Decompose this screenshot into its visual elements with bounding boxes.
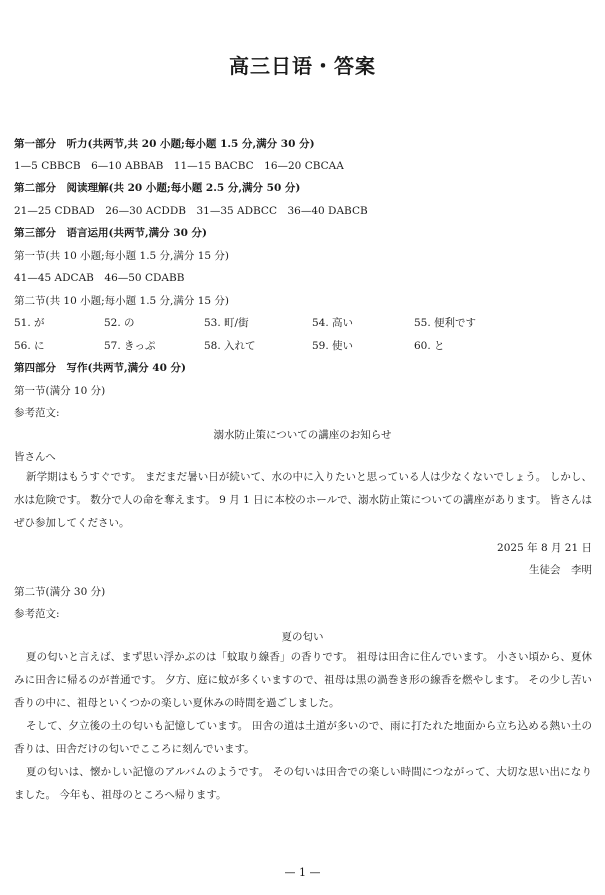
part3-section1-answers: 41—45 ADCAB 46—50 CDABB xyxy=(14,272,185,284)
essay1-title: 溺水防止策についての講座のお知らせ xyxy=(213,429,392,441)
essay1-greeting: 皆さんへ xyxy=(14,451,56,463)
essay1-body: 新学期はもうすぐです。 まだまだ暑い日が続いて、水の中に入りたいと思っている人は少なくないでしょう。 しかし、水は危険です。 数分で人の命を奪えます。 9 月 1 日に本校のホールで、溺水防止策についての講座があります。 皆さんはぜひ参加してください。 xyxy=(14,471,592,530)
part4-section2-heading: 第二节(满分 30 分) xyxy=(14,586,106,598)
essay2-title: 夏の匂い xyxy=(281,631,324,643)
answer-cell: 58. 入れて xyxy=(204,340,256,352)
answer-cell: 55. 便利です xyxy=(414,317,477,329)
part2-heading: 第二部分 阅读理解(共 20 小题;每小题 2.5 分,满分 50 分) xyxy=(14,182,301,194)
answer-cell: 53. 町/街 xyxy=(204,317,249,329)
answer-cell: 60. と xyxy=(414,340,445,352)
part1-heading: 第一部分 听力(共两节,共 20 小题;每小题 1.5 分,满分 30 分) xyxy=(14,138,315,150)
part3-section1-heading: 第一节(共 10 小题;每小题 1.5 分,满分 15 分) xyxy=(14,250,230,262)
essay1-date: 2025 年 8 月 21 日 xyxy=(497,542,592,554)
answer-cell: 52. の xyxy=(104,317,135,329)
answer-cell: 56. に xyxy=(14,340,45,352)
part2-answers: 21—25 CDBAD 26—30 ACDDB 31—35 ADBCC 36—40 DABCB xyxy=(14,205,368,217)
part1-answers: 1—5 CBBCB 6—10 ABBAB 11—15 BACBC 16—20 CBCAA xyxy=(14,160,344,172)
essay2-paragraph: そして、夕立後の土の匂いも記憶しています。 田舎の道は土道が多いので、雨に打たれた地面から立ち込める熱い土の香りは、田舎だけの匂いでこころに刻んでいます。 xyxy=(14,720,592,756)
essay1-signature: 生徒会 李明 xyxy=(529,564,592,576)
answer-cell: 59. 使い xyxy=(312,340,354,352)
answer-cell: 54. 高い xyxy=(312,317,354,329)
essay2-paragraph: 夏の匂いと言えば、まず思い浮かぶのは「蚊取り線香」の香りです。 祖母は田舎に住んでいます。 小さい頃から、夏休みに田舎に帰るのが普通です。 夕方、庭に蚊が多くいますので、祖母は黒の渦巻き形の線香を燃やします。 その少し苦い香りの中に、祖母といくつかの楽しい夏休みの時間を過ごしました。 xyxy=(14,651,592,710)
reference-label: 参考范文: xyxy=(14,407,60,419)
part4-section1-heading: 第一节(满分 10 分) xyxy=(14,385,106,397)
essay2-paragraph: 夏の匂いは、懐かしい記憶のアルバムのようです。 その匂いは田舎での楽しい時間につながって、大切な思い出になりました。 今年も、祖母のところへ帰ります。 xyxy=(14,766,592,802)
part3-section2-heading: 第二节(共 10 小题;每小题 1.5 分,满分 15 分) xyxy=(14,295,230,307)
part3-heading: 第三部分 语言运用(共两节,满分 30 分) xyxy=(14,227,208,239)
answer-cell: 57. きっぷ xyxy=(104,340,156,352)
part4-heading: 第四部分 写作(共两节,满分 40 分) xyxy=(14,362,187,374)
page-number: — 1 — xyxy=(284,866,321,879)
page-title: 高三日语・答案 xyxy=(229,54,376,78)
reference-label: 参考范文: xyxy=(14,608,60,620)
answer-cell: 51. が xyxy=(14,317,45,329)
